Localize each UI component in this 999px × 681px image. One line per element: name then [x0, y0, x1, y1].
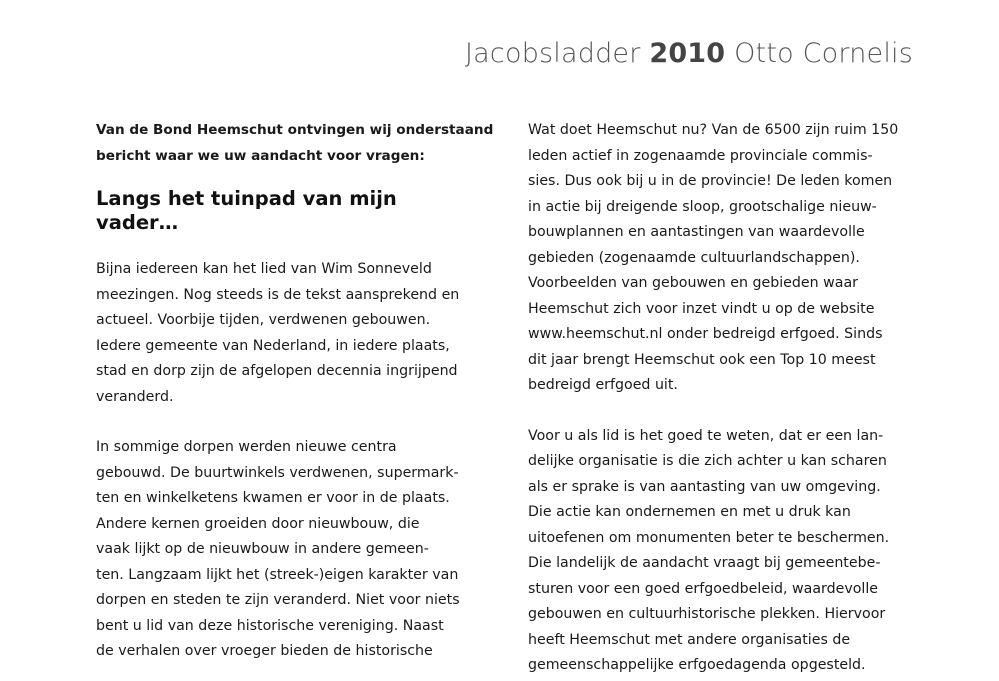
text-line: uitoefenen om monumenten beter te beschermen. — [528, 529, 890, 546]
text-line: dorpen en steden te zijn veranderd. Niet voor niets — [96, 592, 460, 608]
text-line: Iedere gemeente van Nederland, in iedere plaats, — [96, 337, 450, 354]
paragraph — [96, 435, 496, 665]
text-line: www.heemschut.nl onder bedreigd erfgoed. Sinds — [528, 326, 883, 342]
article-heading — [96, 187, 496, 235]
text-line: Die landelijk de aandacht vraagt bij gemeentebe- — [528, 555, 881, 571]
text-line: bent u lid van deze historische vereniging. Naast — [96, 617, 444, 634]
header-author: Otto Cornelis — [734, 38, 913, 69]
heading-line: vader… — [96, 211, 179, 234]
text-line: Voor u als lid is het goed te weten, dat er een lan- — [528, 427, 884, 444]
text-line: ten en winkelketens kwamen er voor in de plaats. — [96, 490, 450, 506]
text-line: sies. Dus ook bij u in de provincie! De leden komen — [528, 173, 893, 189]
text-line: vaak lijkt op de nieuwbouw in andere gemeen- — [96, 541, 429, 557]
page-header — [465, 38, 913, 69]
paragraph — [528, 424, 928, 679]
text-line: actueel. Voorbije tijden, verdwenen gebouwen. — [96, 312, 431, 328]
text-line: In sommige dorpen werden nieuwe centra — [96, 439, 397, 455]
text-line: gemeenschappelijke erfgoedagenda opgesteld. — [528, 657, 866, 673]
text-line: meezingen. Nog steeds is de tekst aansprekend en — [96, 286, 460, 303]
text-line: veranderd. — [96, 388, 174, 405]
text-line: delijke organisatie is die zich achter u kan scharen — [528, 453, 887, 469]
text-line: als er sprake is van aantasting van uw omgeving. — [528, 478, 881, 495]
text-line: Andere kernen groeiden door nieuwbouw, die — [96, 515, 420, 532]
text-line: Voorbeelden van gebouwen en gebieden waar — [528, 275, 858, 291]
header-title: Jacobsladder — [465, 38, 641, 69]
text-line: sturen voor een goed erfgoedbeleid, waardevolle — [528, 580, 879, 597]
text-line: stad en dorp zijn de afgelopen decennia ingrijpend — [96, 363, 458, 379]
text-line: ten. Langzaam lijkt het (streek-)eigen karakter van — [96, 566, 459, 583]
paragraph — [528, 118, 928, 399]
paragraph — [96, 257, 496, 410]
text-line: bouwplannen en aantastingen van waardevolle — [528, 224, 865, 240]
intro-line: bericht waar we uw aandacht voor vragen: — [96, 147, 425, 164]
intro-line: Van de Bond Heemschut ontvingen wij onderstaand — [96, 122, 494, 138]
text-line: gebieden (zogenaamde cultuurlandschappen). — [528, 249, 860, 266]
text-line: Heemschut zich voor inzet vindt u op de website — [528, 300, 875, 317]
text-line: in actie bij dreigende sloop, grootschalige nieuw- — [528, 198, 877, 215]
text-line: dit jaar brengt Heemschut ook een Top 10 meest — [528, 351, 876, 368]
heading-line: Langs het tuinpad van mijn — [96, 187, 397, 210]
right-column — [528, 118, 928, 679]
left-column — [96, 118, 496, 665]
text-line: gebouwd. De buurtwinkels verdwenen, supermark- — [96, 464, 459, 481]
text-line: Bijna iedereen kan het lied van Wim Sonneveld — [96, 261, 432, 277]
text-line: heeft Heemschut met andere organisaties de — [528, 631, 851, 648]
header-year: 2010 — [649, 38, 726, 69]
text-line: Die actie kan ondernemen en met u druk kan — [528, 504, 851, 520]
text-line: bedreigd erfgoed uit. — [528, 377, 678, 393]
text-line: de verhalen over vroeger bieden de historische — [96, 643, 433, 659]
intro-text — [96, 118, 496, 169]
text-line: gebouwen en cultuurhistorische plekken. Hiervoor — [528, 606, 886, 622]
text-line: leden actief in zogenaamde provinciale commis- — [528, 147, 873, 164]
text-line: Wat doet Heemschut nu? Van de 6500 zijn ruim 150 — [528, 122, 899, 138]
